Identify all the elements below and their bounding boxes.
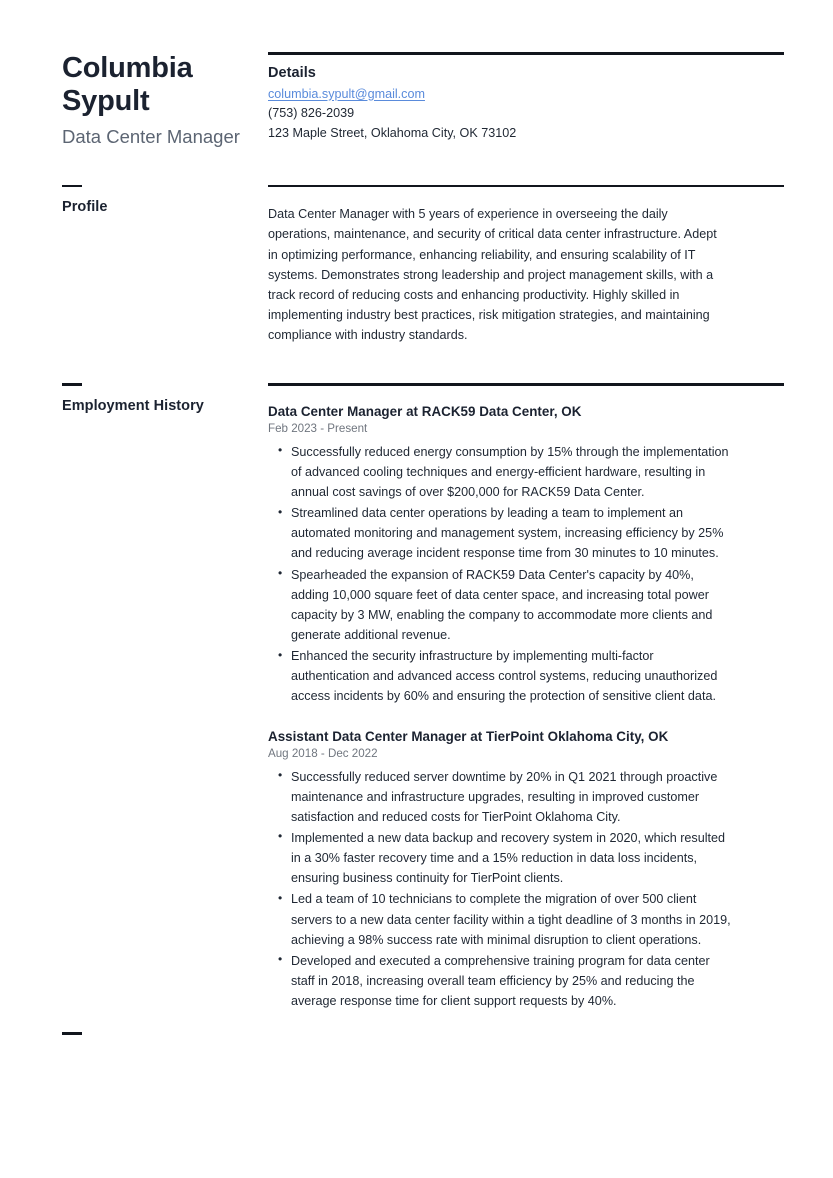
job-entry [268,404,784,707]
next-section-label-column [0,1032,268,1035]
job-bullet: • Successfully reduced server downtime by 20% in Q1 2021 through proactive maintenance and infrastructure upgrades, resulting in improved customer satisfaction and reduced costs for TierPoint Oklahoma City. [291,767,731,827]
job-bullet: • Spearheaded the expansion of RACK59 Data Center's capacity by 40%, adding 10,000 square feet of data center space, and increasing total power capacity by 3 MW, enabling the company to accommodate more clients and generate additional revenue. [291,565,731,646]
job-bullet: • Led a team of 10 technicians to complete the migration of over 500 client servers to a new data center facility within a tight deadline of 3 months in 2019, achieving a 98% success rate with minimal disruption to client operations. [291,889,731,949]
profile-content-column [268,185,833,345]
employment-content-column [268,383,833,1012]
page-title: Columbia Sypult [62,52,193,118]
job-bullet: • Developed and executed a comprehensive training program for data center staff in 2018, increasing overall team efficiency by 25% and reducing the average response time for client support requests by 40%. [291,951,731,1011]
job-bullet-list [268,767,784,1012]
job-bullet: • Successfully reduced energy consumption by 15% through the implementation of advanced cooling techniques and energy-efficient hardware, resulting in annual cost savings of over $200,000 for RACK59 Data Center. [291,442,731,502]
profile-text: Data Center Manager with 5 years of experience in overseeing the daily operations, maintenance, and security of critical data center infrastructure. Adept in optimizing performance, enhancing reliability, and ensuring scalability of IT systems. Demonstrates strong leadership and project management skills, with a track record of reducing costs and enhancing productivity. Highly skilled in implementing industry best practices, risk mitigation strategies, and maintaining compliance with industry standards. [268,207,717,343]
details-email-line [268,85,784,105]
details-phone: (753) 826-2039 [268,106,355,121]
job-bullet: • Streamlined data center operations by leading a team to implement an automated monitoring and management system, increasing efficiency by 25% and reducing average incident response time from 30 minutes to 10 minutes. [291,503,731,563]
profile-label: Profile [62,199,108,216]
header-section [0,0,833,149]
employment-label: Employment History [62,397,204,414]
job-bullet-list [268,442,784,707]
next-section-marker [0,1032,833,1035]
job-bullet: • Enhanced the security infrastructure by implementing multi-factor authentication and advanced access control systems, reducing unauthorized access incidents by 60% and ensuring the protection of sensitive client data. [291,646,731,706]
profile-label-column [0,185,268,216]
job-dates: Feb 2023 - Present [268,421,368,435]
job-dates: Aug 2018 - Dec 2022 [268,746,378,760]
employment-section [0,383,833,1012]
email-link[interactable]: columbia.sypult@gmail.com [268,86,425,101]
header-job-title: Data Center Manager [62,125,240,147]
details-column [268,52,833,144]
header-name-column [0,52,268,149]
job-heading: Assistant Data Center Manager at TierPoint Oklahoma City, OK [268,728,669,744]
job-bullet: • Implemented a new data backup and recovery system in 2020, which resulted in a 30% faster recovery time and a 15% reduction in data loss incidents, ensuring business continuity for TierPoint clients. [291,828,731,888]
details-address: 123 Maple Street, Oklahoma City, OK 73102 [268,126,517,141]
profile-section [0,185,833,345]
job-heading: Data Center Manager at RACK59 Data Center, OK [268,403,582,419]
job-entry [268,729,784,1012]
details-heading: Details [268,64,316,81]
next-section-dash-marker [62,1032,82,1035]
employment-label-column [0,383,268,414]
